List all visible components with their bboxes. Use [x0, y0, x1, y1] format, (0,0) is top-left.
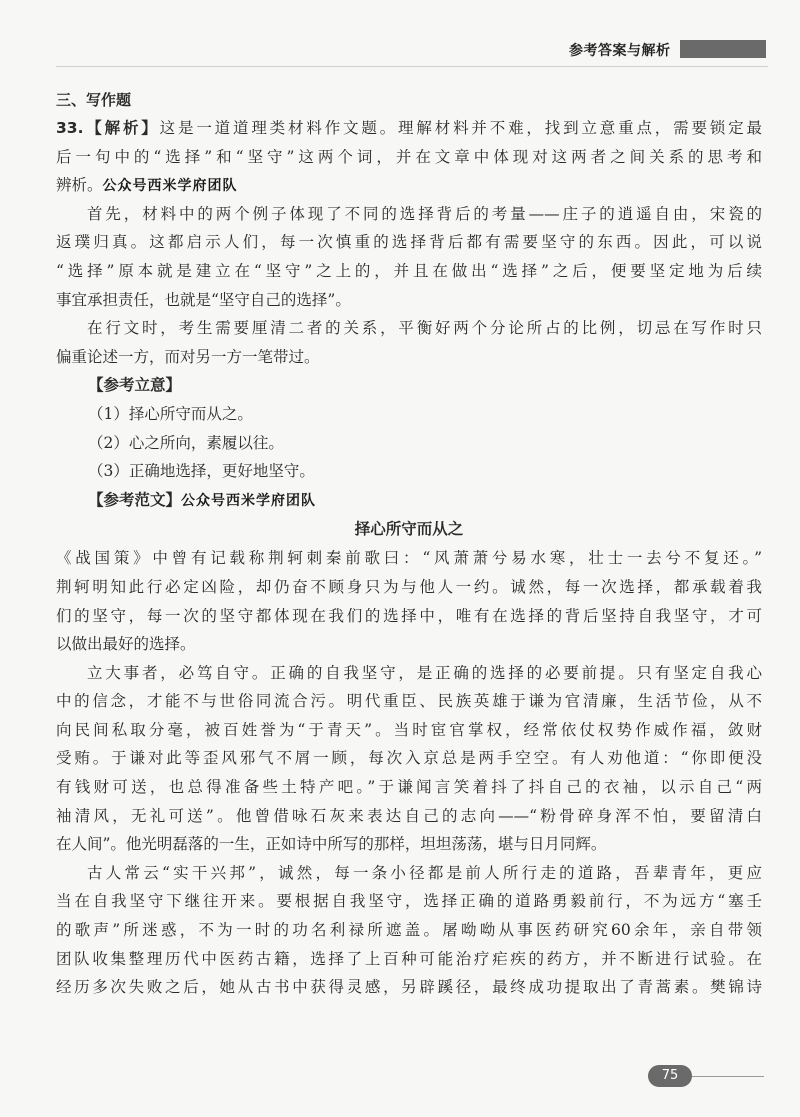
essay-line: 荆轲明知此行必定凶险，却仍奋不顾身只为与他人一约。诚然，每一次选择，都承载着我 — [56, 577, 762, 596]
page-number: 75 — [648, 1065, 692, 1087]
essay-line: 古人常云“实干兴邦”，诚然，每一条小径都是前人所行走的道路，吾辈青年，更应 — [87, 863, 762, 882]
reference-idea-item: （3）正确地选择，更好地坚守。 — [88, 462, 315, 481]
question-label: 33.【解析】 — [56, 119, 160, 137]
essay-line: 们的坚守，每一次的坚守都体现在我们的选择中，唯有在选择的背后坚持自我坚守，才可 — [56, 606, 762, 625]
analysis-line: 在行文时，考生需要厘清二者的关系，平衡好两个分论所占的比例，切忌在写作时只 — [87, 319, 762, 338]
analysis-line: 33.【解析】这是一道道理类材料作文题。理解材料并不难，找到立意重点，需要锁定最 — [56, 119, 762, 137]
analysis-line: 返璞归真。这都启示人们，每一次慎重的选择背后都有需要坚守的东西。因此，可以说 — [56, 233, 762, 252]
sample-essay-heading: 【参考范文】 — [88, 490, 182, 509]
essay-line: 中的信念，才能不与世俗同流合污。明代重臣、民族英雄于谦为官清廉，生活节俭，从不 — [56, 692, 762, 711]
essay-title: 择心所守而从之 — [354, 520, 464, 539]
reference-idea-item: （1）择心所守而从之。 — [88, 404, 253, 423]
section-heading: 三、写作题 — [56, 91, 132, 109]
footer-rule — [692, 1076, 764, 1077]
reference-idea-item: （2）心之所向，素履以往。 — [88, 433, 284, 452]
analysis-line: 后一句中的“选择”和“坚守”这两个词，并在文章中体现对这两者之间关系的思考和 — [56, 147, 762, 166]
essay-line: 《战国策》中曾有记载称荆轲刺秦前歌曰：“风萧萧兮易水寒，壮士一去兮不复还。” — [56, 549, 762, 568]
essay-line: 的歌声”所迷惑，不为一时的功名利禄所遮盖。屠呦呦从事医药研究60余年，亲自带领 — [56, 921, 762, 940]
essay-line: 袖清风，无礼可送”。他曾借咏石灰来表达自己的志向——“粉骨碎身浑不怕，要留清白 — [56, 806, 762, 825]
reference-ideas-heading: 【参考立意】 — [88, 376, 182, 395]
essay-line: 当在自我坚守下继往开来。要根据自我坚守，选择正确的道路勇毅前行，不为远方“塞壬 — [56, 892, 762, 911]
analysis-line: 事宜承担责任，也就是“坚守自己的选择”。 — [56, 290, 351, 309]
essay-line: 以做出最好的选择。 — [56, 635, 196, 654]
essay-line: 团队收集整理历代中医药古籍，选择了上百种可能治疗疟疾的药方，并不断进行试验。在 — [56, 949, 762, 968]
essay-line: 在人间”。他光明磊落的一生，正如诗中所写的那样，坦坦荡荡，堪与日月同辉。 — [56, 835, 607, 854]
analysis-line: 辨析。公众号西米学府团队 — [56, 176, 238, 195]
analysis-line: 首先，材料中的两个例子体现了不同的选择背后的考量——庄子的逍遥自由，宋瓷的 — [87, 204, 762, 223]
essay-line: 向民间私取分毫，被百姓誉为“于青天”。当时宦官掌权，经常依仗权势作威作福，敛财 — [56, 720, 762, 739]
running-header-title: 参考答案与解析 — [569, 43, 671, 59]
analysis-line: “选择”原本就是建立在“坚守”之上的，并且在做出“选择”之后，便要坚定地为后续 — [56, 261, 762, 280]
analysis-line: 偏重论述一方，而对另一方一笔带过。 — [56, 347, 320, 366]
handwritten-watermark: 公众号西米学府团队 — [102, 178, 238, 195]
essay-line: 受贿。于谦对此等歪风邪气不屑一顾，每次入京总是两手空空。有人劝他道：“你即便没 — [56, 749, 762, 768]
essay-line: 经历多次失败之后，她从古书中获得灵感，另辟蹊径，最终成功提取出了青蒿素。樊锦诗 — [56, 978, 762, 997]
page-content — [56, 86, 762, 1002]
essay-line: 立大事者，必笃自守。正确的自我坚守，是正确的选择的必要前提。只有坚定自我心 — [87, 663, 762, 682]
handwritten-watermark: 公众号西米学府团队 — [181, 492, 317, 509]
header-decorative-bar — [680, 40, 766, 58]
sample-essay-heading-line — [56, 486, 762, 515]
header-divider — [56, 66, 768, 67]
essay-line: 有钱财可送，也总得准备些土特产吧。”于谦闻言笑着抖了抖自己的衣袖，以示自己“两 — [56, 778, 762, 797]
